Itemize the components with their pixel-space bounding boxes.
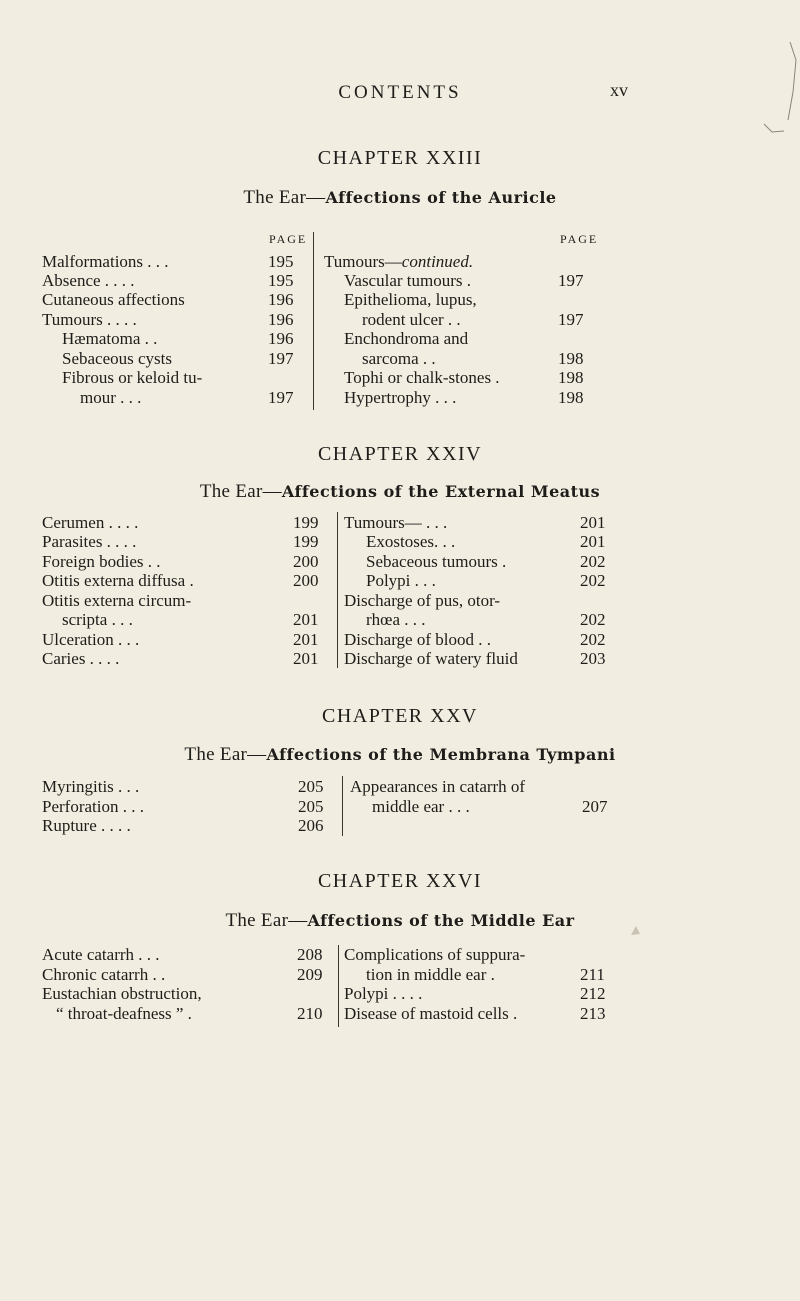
toc-entry: sarcoma . .: [362, 349, 436, 368]
toc-page: 199: [293, 513, 319, 532]
toc-page: 205: [298, 777, 324, 796]
toc-entry: Acute catarrh . . .: [42, 945, 160, 964]
toc-page: 197: [268, 349, 294, 368]
toc-entry: Absence . . . .: [42, 271, 135, 290]
toc-page: 205: [298, 797, 324, 816]
toc-entry: Discharge of pus, otor-: [344, 591, 501, 610]
toc-entry: Ulceration . . .: [42, 630, 140, 649]
toc-entry: Foreign bodies . .: [42, 552, 161, 571]
toc-entry: Rupture . . . .: [42, 816, 131, 835]
toc-entry: scripta . . .: [62, 610, 133, 629]
toc-entry: Malformations . . .: [42, 252, 169, 271]
toc-entry: Discharge of watery fluid: [344, 649, 518, 668]
toc-entry: Appearances in catarrh of: [350, 777, 526, 796]
toc-entry: Polypi . . . .: [344, 984, 423, 1003]
chapter-xxiii-heading: CHAPTER XXIII: [317, 147, 483, 169]
toc-entry: rodent ulcer . .: [362, 310, 461, 329]
toc-entry: Vascular tumours .: [344, 271, 472, 290]
toc-entry: Epithelioma, lupus,: [344, 290, 477, 309]
toc-entry: Chronic catarrh . .: [42, 965, 166, 984]
toc-entry-text: Tumours—: [324, 252, 402, 271]
toc-page: 201: [580, 513, 606, 532]
chapter-xxv-subtitle: [0, 744, 800, 766]
toc-entry: Disease of mastoid cells .: [344, 1004, 518, 1023]
toc-page: 209: [297, 965, 323, 984]
toc-page: 196: [268, 290, 294, 309]
subtitle-lead: The Ear—: [184, 744, 267, 765]
toc-entry: Enchondroma and: [344, 329, 469, 348]
toc-entry: Cutaneous affections: [42, 290, 185, 309]
toc-page: 200: [293, 571, 319, 590]
margin-pencil-mark: [760, 40, 800, 150]
toc-page: 202: [580, 552, 606, 571]
toc-entry: tion in middle ear .: [366, 965, 495, 984]
chapter-xxvi-heading: CHAPTER XXVI: [317, 870, 483, 892]
toc-entry: Exostoses. . .: [366, 532, 456, 551]
toc-page: 202: [580, 610, 606, 629]
toc-entry: Myringitis . . .: [42, 777, 140, 796]
column-divider: [338, 945, 339, 1027]
subtitle-rest: Affections of the Auricle: [325, 188, 557, 207]
toc-page: 201: [293, 610, 319, 629]
ink-smudge-mark: [628, 924, 644, 938]
toc-page: 208: [297, 945, 323, 964]
toc-page: 198: [558, 388, 584, 407]
toc-page: 210: [297, 1004, 323, 1023]
toc-page: 201: [580, 532, 606, 551]
toc-entry: Otitis externa diffusa .: [42, 571, 194, 590]
toc-entry: Caries . . . .: [42, 649, 120, 668]
toc-entry-italic: continued.: [401, 252, 474, 271]
toc-entry: rhœa . . .: [366, 610, 426, 629]
running-head: CONTENTS: [338, 82, 462, 103]
toc-entry: Sebaceous tumours .: [366, 552, 507, 571]
toc-page: 206: [298, 816, 324, 835]
toc-page: 197: [268, 388, 294, 407]
toc-page: 202: [580, 630, 606, 649]
toc-entry: Perforation . . .: [42, 797, 144, 816]
toc-page: 211: [580, 965, 605, 984]
toc-entry: Fibrous or keloid tu-: [62, 368, 203, 387]
toc-entry: mour . . .: [80, 388, 142, 407]
chapter-xxiii-subtitle: [0, 187, 800, 209]
toc-entry: Sebaceous cysts: [62, 349, 173, 368]
toc-entry: Cerumen . . . .: [42, 513, 139, 532]
chapter-xxvi-subtitle: [0, 910, 800, 932]
toc-page: 212: [580, 984, 606, 1003]
toc-entry: middle ear . . .: [372, 797, 470, 816]
toc-page: 195: [268, 271, 294, 290]
chapter-xxv-heading: CHAPTER XXV: [322, 705, 478, 727]
toc-page: 201: [293, 630, 319, 649]
subtitle-lead: The Ear—: [225, 910, 308, 931]
page-label-right: PAGE: [560, 232, 599, 246]
toc-page: 199: [293, 532, 319, 551]
column-divider: [342, 776, 343, 836]
toc-page: 200: [293, 552, 319, 571]
toc-entry: [324, 252, 473, 271]
toc-page: 195: [268, 252, 294, 271]
toc-page: 201: [293, 649, 319, 668]
toc-entry: Complications of suppura-: [344, 945, 526, 964]
toc-page: 197: [558, 310, 584, 329]
toc-entry: Discharge of blood . .: [344, 630, 491, 649]
subtitle-lead: The Ear—: [199, 481, 282, 502]
column-divider: [337, 512, 338, 668]
toc-page: 196: [268, 310, 294, 329]
toc-entry: Hypertrophy . . .: [344, 388, 457, 407]
toc-entry: Tumours— . . .: [344, 513, 448, 532]
subtitle-rest: Affections of the External Meatus: [281, 482, 601, 501]
page-folio: xv: [610, 80, 628, 100]
toc-page: 196: [268, 329, 294, 348]
subtitle-rest: Affections of the Membrana Tympani: [266, 745, 616, 764]
toc-entry: Polypi . . .: [366, 571, 436, 590]
toc-entry: Tophi or chalk-stones .: [344, 368, 500, 387]
toc-page: 197: [558, 271, 584, 290]
toc-page: 202: [580, 571, 606, 590]
toc-entry: Eustachian obstruction,: [42, 984, 202, 1003]
toc-entry: Hæmatoma . .: [62, 329, 158, 348]
toc-page: 198: [558, 368, 584, 387]
toc-page: 207: [582, 797, 608, 816]
subtitle-lead: The Ear—: [243, 187, 326, 208]
toc-page: 213: [580, 1004, 606, 1023]
chapter-xxiv-subtitle: [0, 481, 800, 503]
toc-entry: Parasites . . . .: [42, 532, 137, 551]
subtitle-rest: Affections of the Middle Ear: [307, 911, 575, 930]
toc-page: 203: [580, 649, 606, 668]
toc-entry: Tumours . . . .: [42, 310, 137, 329]
column-divider: [313, 232, 314, 410]
toc-page: 198: [558, 349, 584, 368]
page-label-left: PAGE: [269, 232, 308, 246]
chapter-xxiv-heading: CHAPTER XXIV: [317, 443, 483, 465]
toc-entry: Otitis externa circum-: [42, 591, 192, 610]
toc-entry: “ throat-deafness ” .: [56, 1004, 192, 1023]
